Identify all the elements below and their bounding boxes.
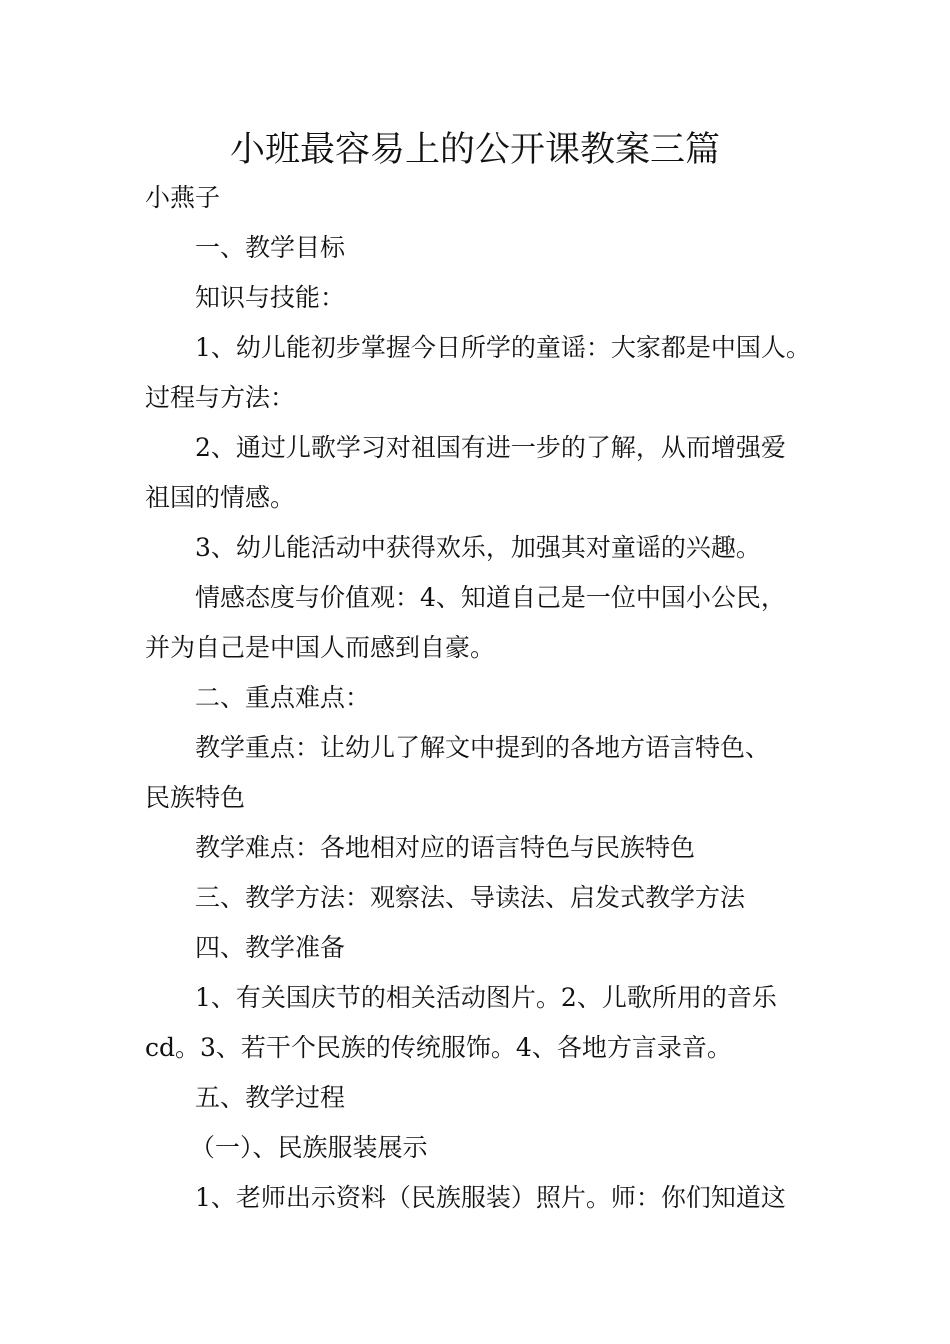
paragraph-line: 过程与方法：: [145, 383, 296, 412]
paragraph-line: 一、教学目标: [195, 233, 346, 262]
paragraph-line: 知识与技能：: [195, 283, 346, 312]
paragraph-line: （一）、民族服装展示: [190, 1133, 428, 1162]
paragraph-line: 教学重点：让幼儿了解文中提到的各地方语言特色、: [195, 733, 771, 762]
paragraph-line: 祖国的情感。: [145, 483, 296, 512]
paragraph-line: 1、老师出示资料（民族服装）照片。师：你们知道这: [195, 1183, 786, 1212]
section-heading: 小燕子: [145, 183, 221, 212]
document-title: 小班最容易上的公开课教案三篇: [229, 130, 720, 170]
paragraph-line: 二、重点难点：: [195, 683, 371, 712]
paragraph-line: cd。3、若干个民族的传统服饰。4、各地方言录音。: [145, 1033, 732, 1062]
paragraph-line: 教学难点：各地相对应的语言特色与民族特色: [195, 833, 696, 862]
paragraph-line: 民族特色: [145, 783, 246, 812]
paragraph-line: 三、教学方法：观察法、导读法、启发式教学方法: [195, 883, 746, 912]
paragraph-line: 1、有关国庆节的相关活动图片。2、儿歌所用的音乐: [195, 983, 777, 1012]
paragraph-line: 五、教学过程: [195, 1083, 346, 1112]
paragraph-line: 1、幼儿能初步掌握今日所学的童谣：大家都是中国人。: [195, 333, 811, 362]
paragraph-line: 3、幼儿能活动中获得欢乐，加强其对童谣的兴趣。: [195, 533, 761, 562]
paragraph-line: 并为自己是中国人而感到自豪。: [145, 633, 496, 662]
paragraph-line: 四、教学准备: [195, 933, 346, 962]
paragraph-line: 2、通过儿歌学习对祖国有进一步的了解，从而增强爱: [195, 433, 786, 462]
paragraph-line: 情感态度与价值观：4、知道自己是一位中国小公民，: [195, 583, 786, 612]
